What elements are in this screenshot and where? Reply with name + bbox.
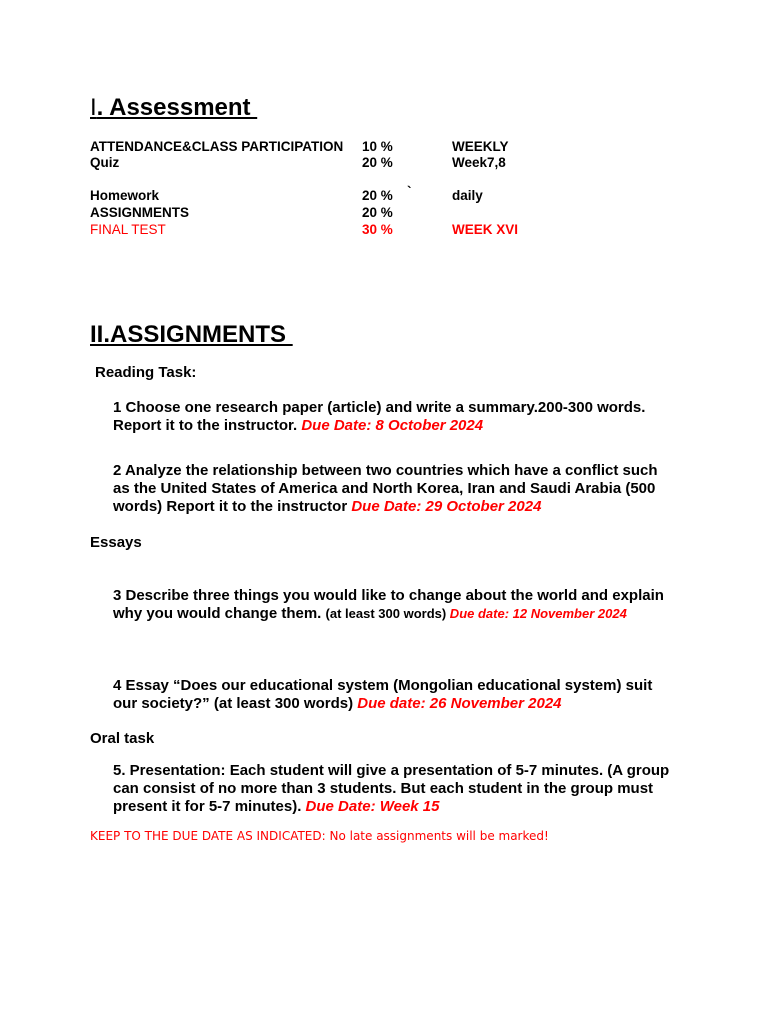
task-2: [113, 462, 673, 516]
assessment-roman: I: [90, 94, 97, 121]
assessment-percent: 20 %: [362, 205, 393, 220]
assessment-heading: [90, 94, 257, 122]
assessment-item: Homework: [90, 188, 160, 203]
task-1-due: Due Date: 8 October 2024: [301, 417, 484, 434]
task-5-due: Due Date: Week 15: [305, 798, 440, 815]
assessment-when: daily: [452, 188, 483, 203]
task-4: [113, 677, 673, 713]
assessment-item: ATTENDANCE&CLASS PARTICIPATION: [90, 139, 344, 154]
assessment-item: Quiz: [90, 155, 120, 170]
assessment-item: FINAL TEST: [90, 222, 166, 237]
task-1: [113, 399, 673, 435]
assignments-heading: II.ASSIGNMENTS: [90, 321, 293, 348]
assessment-mark: `: [407, 184, 412, 199]
oral-task-heading: Oral task: [90, 730, 155, 747]
task-3-note: (at least 300 words): [325, 606, 447, 621]
task-3-text: 3 Describe three things you would like to change about the world and explain why you would change them.: [113, 587, 664, 622]
essays-heading: Essays: [90, 534, 142, 551]
task-4-text: 4 Essay “Does our educational system (Mongolian educational system) suit our society?” (at least 300 words): [113, 677, 653, 712]
task-5-text: 5. Presentation: Each student will give a presentation of 5-7 minutes. (A group can consist of no more than 3 students. But each student in the group must present it for 5-7 minutes).: [113, 762, 670, 815]
task-2-text: 2 Analyze the relationship between two countries which have a conflict such as the United States of America and North Korea, Iran and Saudi Arabia (500 words) Report it to the instructor: [113, 462, 658, 515]
task-5: [113, 762, 683, 816]
late-warning: KEEP TO THE DUE DATE AS INDICATED: No late assignments will be marked!: [90, 829, 549, 843]
task-2-due: Due Date: 29 October 2024: [351, 498, 542, 515]
assessment-title: . Assessment: [96, 94, 258, 121]
task-4-due: Due date: 26 November 2024: [357, 695, 562, 712]
task-1-text: 1 Choose one research paper (article) and write a summary.200-300 words. Report it to the instructor.: [113, 399, 646, 434]
reading-task-heading: Reading Task:: [95, 364, 197, 381]
task-3: [113, 587, 678, 623]
assessment-when: WEEK XVI: [452, 222, 519, 237]
assessment-when: Week7,8: [452, 155, 506, 170]
task-3-due: Due date: 12 November 2024: [446, 606, 627, 621]
assessment-item: ASSIGNMENTS: [90, 205, 190, 220]
assessment-when: WEEKLY: [452, 139, 509, 154]
assessment-percent: 30 %: [362, 222, 393, 237]
assessment-percent: 20 %: [362, 155, 393, 170]
assessment-percent: 20 %: [362, 188, 393, 203]
assessment-percent: 10 %: [362, 139, 393, 154]
